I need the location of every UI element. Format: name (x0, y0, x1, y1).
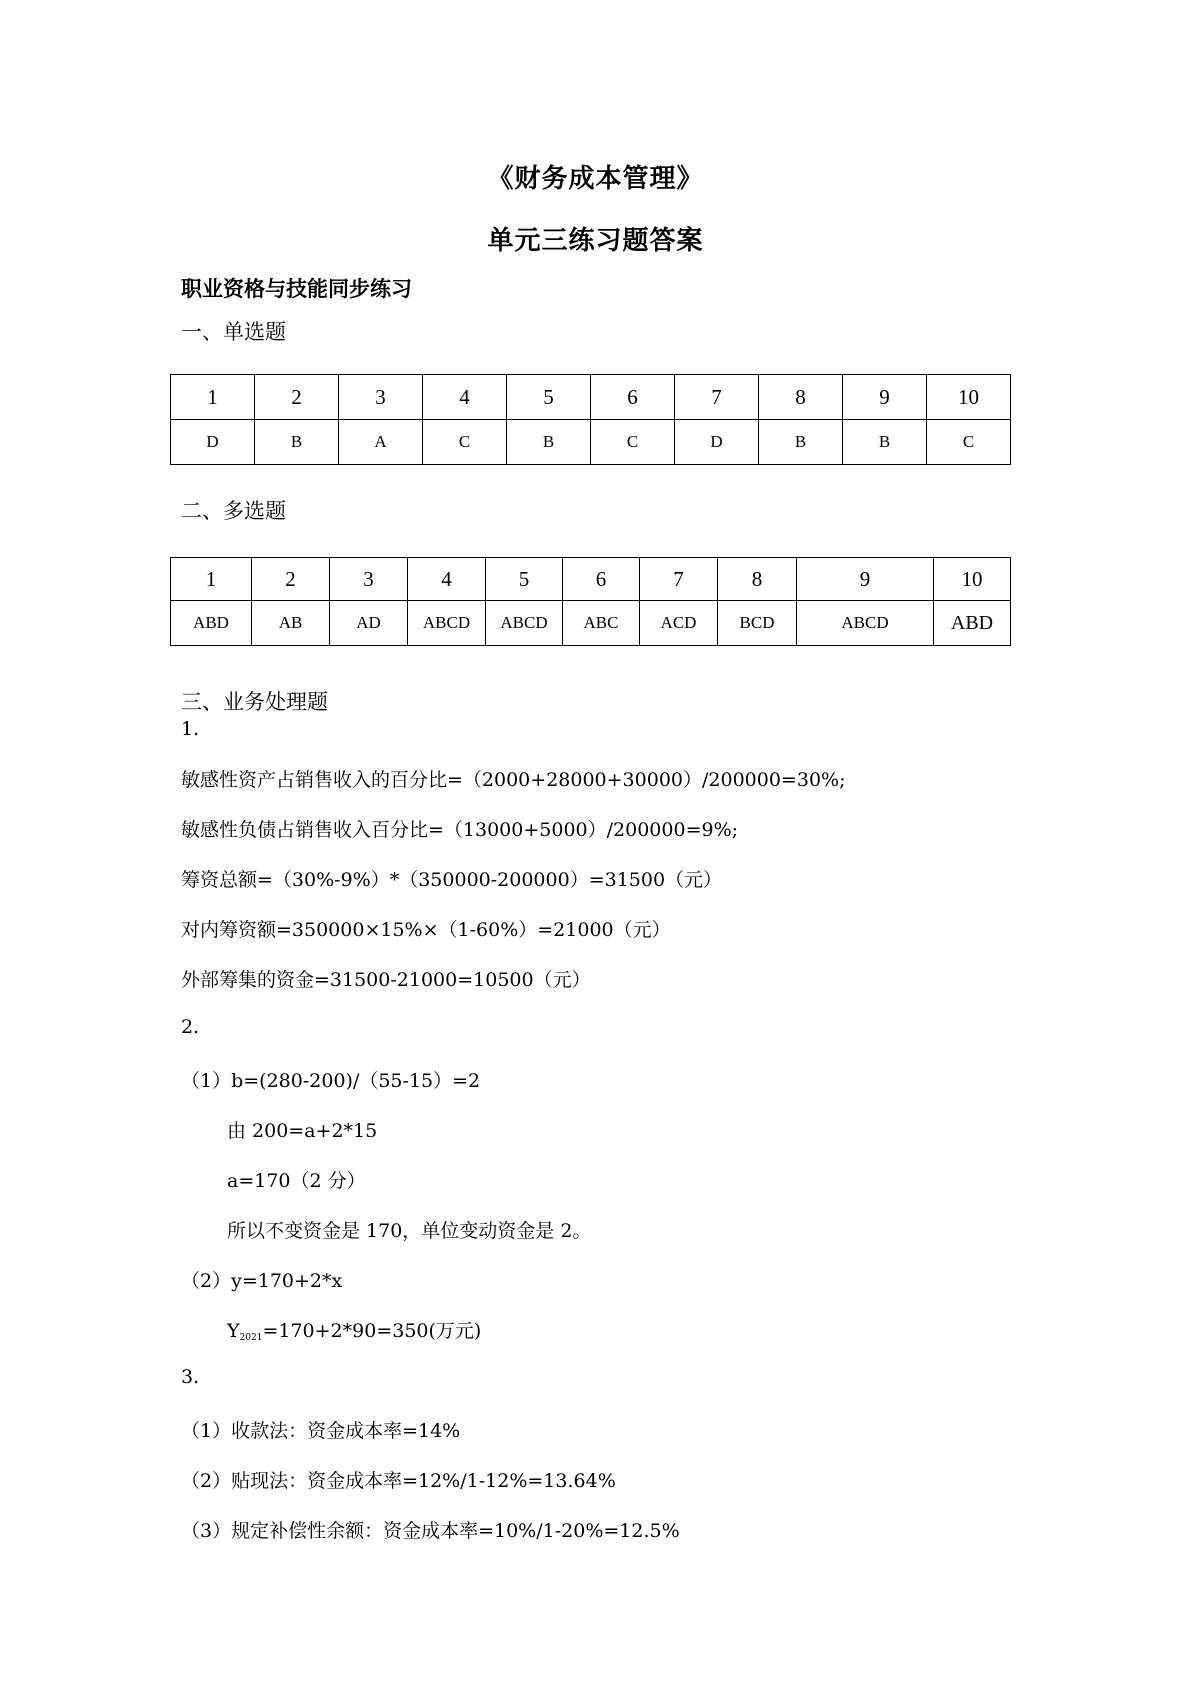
question-number: 3 (339, 375, 423, 420)
question-number: 3 (330, 558, 408, 601)
answer-cell: ABCD (486, 601, 563, 646)
question-number: 6 (591, 375, 675, 420)
q2-number: 2. (181, 1016, 200, 1038)
q1-line: 筹资总额=（30%-9%）*（350000-200000）=31500（元） (181, 869, 723, 891)
multiple-choice-answer-row (171, 601, 1011, 646)
answer-cell: AB (252, 601, 330, 646)
question-number: 8 (718, 558, 797, 601)
question-number: 7 (640, 558, 718, 601)
answer-cell: C (591, 420, 675, 465)
question-number: 4 (408, 558, 486, 601)
answer-cell: ABD (171, 601, 252, 646)
answer-cell: ACD (640, 601, 718, 646)
q2-step: 所以不变资金是 170，单位变动资金是 2。 (227, 1220, 592, 1242)
question-number: 6 (563, 558, 640, 601)
answer-cell: C (927, 420, 1011, 465)
q2-step: a=170（2 分） (227, 1170, 366, 1192)
answer-cell: D (675, 420, 759, 465)
answer-cell: C (423, 420, 507, 465)
question-number: 4 (423, 375, 507, 420)
multiple-choice-number-row (171, 558, 1011, 601)
answer-cell: AD (330, 601, 408, 646)
q3-line: （1）收款法：资金成本率=14% (181, 1420, 461, 1442)
answer-cell: B (843, 420, 927, 465)
business-title: 三、业务处理题 (181, 690, 328, 714)
answer-cell: ABD (934, 601, 1011, 646)
q3-number: 3. (181, 1366, 200, 1388)
q1-line: 敏感性负债占销售收入百分比=（13000+5000）/200000=9%; (181, 819, 739, 841)
question-number: 8 (759, 375, 843, 420)
multiple-choice-title: 二、多选题 (181, 499, 286, 523)
question-number: 1 (171, 375, 255, 420)
q1-line: 敏感性资产占销售收入的百分比=（2000+28000+30000）/200000=30%; (181, 769, 846, 791)
y-symbol: Y (227, 1320, 240, 1342)
answer-cell: B (255, 420, 339, 465)
q2-part2: （2）y=170+2*x (181, 1270, 343, 1292)
question-number: 1 (171, 558, 252, 601)
q2-part1: （1）b=(280-200)/（55-15）=2 (181, 1070, 481, 1092)
answer-cell: B (507, 420, 591, 465)
q1-number: 1. (181, 718, 200, 740)
answer-cell: D (171, 420, 255, 465)
single-choice-answer-row (171, 420, 1011, 465)
q1-line: 对内筹资额=350000×15%×（1-60%）=21000（元） (181, 919, 671, 941)
section-heading: 职业资格与技能同步练习 (181, 277, 412, 301)
q2-y-result (227, 1316, 481, 1343)
question-number: 7 (675, 375, 759, 420)
question-number: 5 (486, 558, 563, 601)
answer-cell: ABCD (797, 601, 934, 646)
y-result-text: =170+2*90=350(万元) (262, 1320, 482, 1342)
multiple-choice-table (170, 557, 1011, 646)
question-number: 2 (252, 558, 330, 601)
single-choice-number-row (171, 375, 1011, 420)
question-number: 9 (843, 375, 927, 420)
q3-line: （3）规定补偿性余额：资金成本率=10%/1-20%=12.5% (181, 1520, 680, 1542)
answer-cell: B (759, 420, 843, 465)
answer-cell: ABCD (408, 601, 486, 646)
question-number: 10 (934, 558, 1011, 601)
y-subscript: 2021 (239, 1333, 263, 1343)
single-choice-title: 一、单选题 (181, 320, 286, 344)
question-number: 5 (507, 375, 591, 420)
q3-line: （2）贴现法：资金成本率=12%/1-12%=13.64% (181, 1470, 616, 1492)
answer-cell: A (339, 420, 423, 465)
question-number: 10 (927, 375, 1011, 420)
q2-step: 由 200=a+2*15 (227, 1120, 378, 1142)
question-number: 2 (255, 375, 339, 420)
answer-cell: ABC (563, 601, 640, 646)
answer-cell: BCD (718, 601, 797, 646)
document-subtitle: 单元三练习题答案 (487, 226, 704, 256)
q1-line: 外部筹集的资金=31500-21000=10500（元） (181, 969, 591, 991)
single-choice-table (170, 374, 1011, 465)
question-number: 9 (797, 558, 934, 601)
document-title: 《财务成本管理》 (487, 164, 704, 194)
